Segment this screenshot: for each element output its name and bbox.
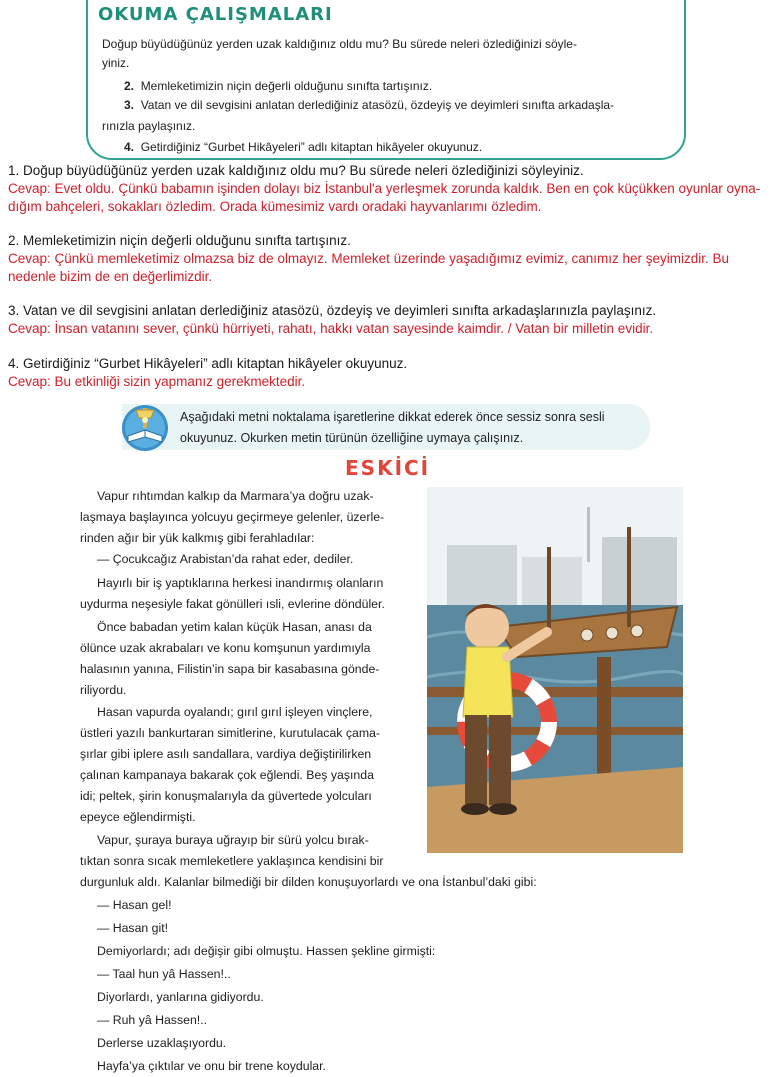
answer-1-line-2: dığım bahçeleri, sokakları özledim. Orada kümesimiz vardı oradaki hayvanlarımı özledim.: [8, 199, 542, 214]
story-line: riliyordu.: [80, 683, 127, 697]
story-line: durgunluk aldı. Kalanlar bilmediği bir dilden konuşuyorlardı ve ona İstanbul’daki gibi:: [80, 875, 537, 889]
story-line: uydurma neşesiyle fakat gönülleri ısli, evlerine döndüler.: [80, 597, 385, 611]
story-line: şırlar gibi iplere asılı sandallara, vardiya değiştirilirken: [80, 747, 372, 761]
activity-item-2-text: Memleketimizin niçin değerli olduğunu sınıfta tartışınız.: [140, 79, 433, 93]
story-line: idi; peltek, şirin konuşmalarıyla da güvertede yolcuları: [80, 789, 372, 803]
instruction-line-1: Aşağıdaki metni noktalama işaretlerine dikkat ederek önce sessiz sonra sesli: [180, 410, 605, 424]
answer-3-line-1: Cevap: İnsan vatanını sever, çünkü hürriyeti, rahatı, hakkı vatan sayesinde kaimdir. / Vatan bir milletin evidir.: [8, 321, 654, 336]
activity-item-2-number: 2.: [124, 79, 135, 93]
story-title: ESKİCİ: [345, 456, 431, 480]
story-line: — Hasan gel!: [97, 898, 172, 912]
story-line: — Taal hun yâ Hassen!..: [97, 967, 231, 981]
story-line: üstleri yazılı bankurtaran simitlerine, kurutulacak çama-: [80, 726, 381, 740]
activity-item-3-text: Vatan ve dil sevgisini anlatan derlediğiniz atasözü, özdeyiş ve deyimleri sınıfta arkadaşla-: [140, 98, 615, 112]
activity-item-1-line-1: Doğup büyüdüğünüz yerden uzak kaldığınız oldu mu? Bu sürede neleri özlediğinizi söyle-: [102, 37, 577, 51]
activity-item-3-number: 3.: [124, 98, 135, 112]
story-line: — Ruh yâ Hassen!..: [97, 1013, 208, 1027]
activity-box-title: OKUMA ÇALIŞMALARI: [98, 4, 333, 25]
story-line: Demiyorlardı; adı değişir gibi olmuştu. Hassen şekline girmişti:: [97, 944, 436, 958]
answer-4-line-1: Cevap: Bu etkinliği sizin yapmanız gerekmektedir.: [8, 374, 306, 389]
story-line: — Çocukcağız Arabistan’da rahat eder, dediler.: [97, 552, 354, 566]
story-line: — Hasan git!: [97, 921, 169, 935]
answer-1-line-1: Cevap: Evet oldu. Çünkü babamın işinden dolayı biz İstanbul'a yerleşmek zorunda kaldık. Ben en çok küçükken oyunlar oyna-: [8, 181, 761, 196]
question-3: 3. Vatan ve dil sevgisini anlatan derlediğiniz atasözü, özdeyiş ve deyimleri sınıfta arkadaşlarınızla paylaşınız.: [8, 303, 657, 318]
instruction-line-2: okuyunuz. Okurken metin türünün özelliğine uymaya çalışınız.: [180, 431, 524, 445]
answer-2-line-1: Cevap: Çünkü memleketimiz olmazsa biz de olmayız. Memleket üzerinde yaşadığımız evimiz, canımız her şeyimizdir. Bu: [8, 251, 730, 266]
activity-item-3: [124, 98, 614, 112]
story-line: çalınan kampanaya bakarak çok eğlendi. Beş yaşında: [80, 768, 374, 782]
story-line: tıktan sonra sıcak memleketlere yaklaşınca kendisini bir: [80, 854, 384, 868]
story-line: Vapur, şuraya buraya uğrayıp bir sürü yolcu bırak-: [97, 833, 369, 847]
story-line: Önce babadan yetim kalan küçük Hasan, anası da: [97, 620, 372, 634]
story-line: rinden ağır bir yük kalkmış gibi ferahladılar:: [80, 531, 315, 545]
activity-item-4-text: Getirdiğiniz “Gurbet Hikâyeleri” adlı kitaptan hikâyeler okuyunuz.: [140, 140, 483, 154]
story-line: Diyorlardı, yanlarına gidiyordu.: [97, 990, 264, 1004]
story-line: halasının yanına, Filistin’in sapa bir kasabasına gönde-: [80, 662, 380, 676]
activity-item-3-line-2: rınızla paylaşınız.: [102, 119, 196, 133]
book-reading-icon: [118, 402, 172, 452]
activity-item-4: [124, 140, 482, 154]
question-4: 4. Getirdiğiniz “Gurbet Hikâyeleri” adlı kitaptan hikâyeler okuyunuz.: [8, 356, 408, 371]
question-1: 1. Doğup büyüdüğünüz yerden uzak kaldığınız oldu mu? Bu sürede neleri özlediğinizi söyleyiniz.: [8, 163, 584, 178]
story-line: Hasan vapurda oyalandı; gırıl gırıl işleyen vinçlere,: [97, 705, 373, 719]
story-line: Hayırlı bir iş yaptıklarına herkesi inandırmış olanların: [97, 576, 384, 590]
story-line: ölünce uzak akrabaları ve konu komşunun yardımıyla: [80, 641, 371, 655]
activity-item-2: [124, 79, 432, 93]
story-line: Vapur rıhtımdan kalkıp da Marmara’ya doğru uzak-: [97, 489, 374, 503]
story-line: epeyce eğlendirmişti.: [80, 810, 196, 824]
activity-item-4-number: 4.: [124, 140, 135, 154]
story-line: laşmaya başlayınca yolcuyu geçirmeye gelenler, üzerle-: [80, 510, 385, 524]
activity-item-1-line-2: yiniz.: [102, 56, 130, 70]
story-line: Derlerse uzaklaşıyordu.: [97, 1036, 227, 1050]
story-line: Hayfa’ya çıktılar ve onu bir trene koydular.: [97, 1059, 326, 1073]
answer-2-line-2: nedenle bizim de en değerlimizdir.: [8, 269, 213, 284]
question-2: 2. Memleketimizin niçin değerli olduğunu sınıfta tartışınız.: [8, 233, 351, 248]
story-illustration: [427, 487, 683, 853]
